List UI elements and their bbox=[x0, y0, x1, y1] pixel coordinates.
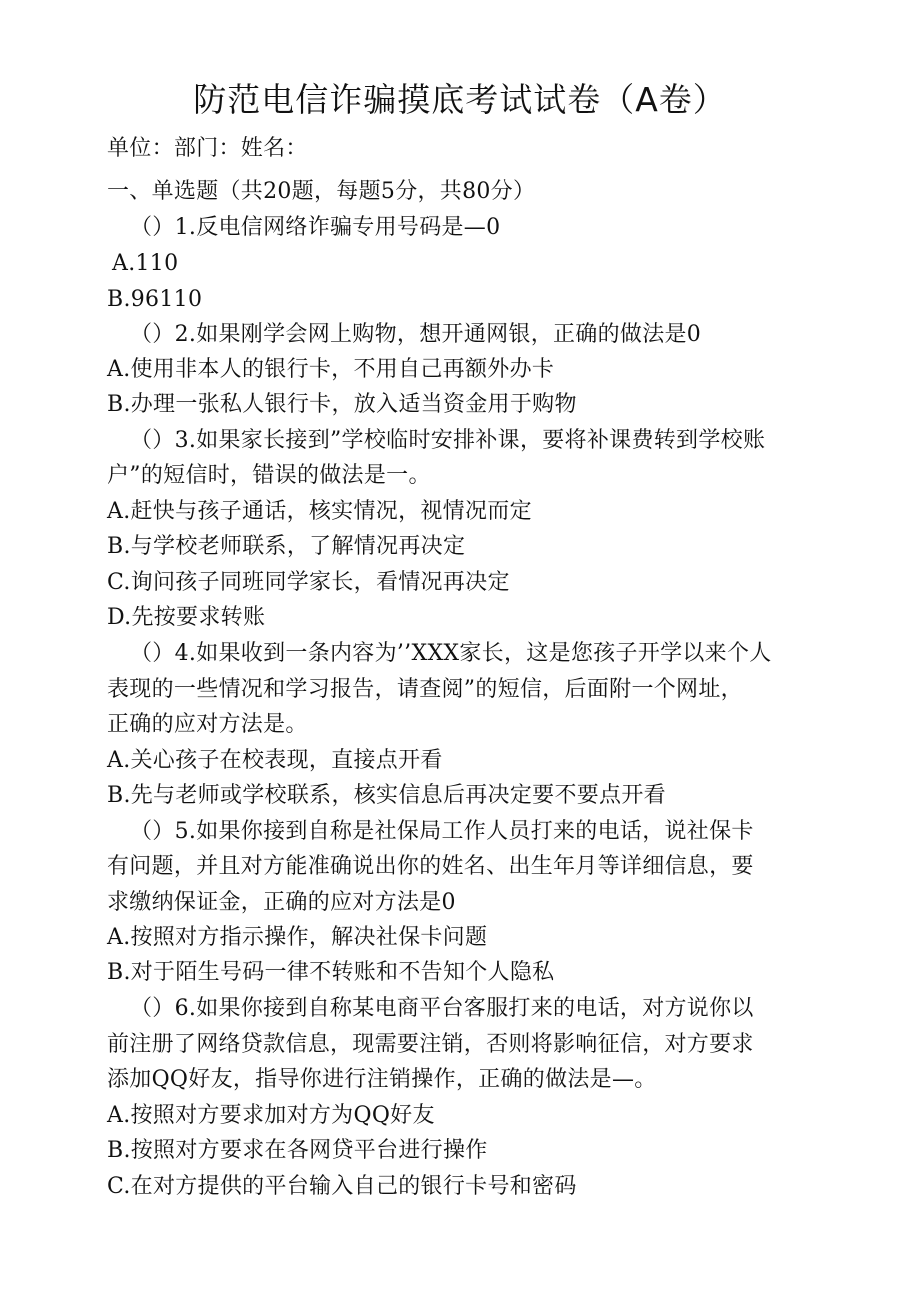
question-4-text-line-3: 正确的应对方法是。 bbox=[107, 712, 308, 737]
question-5-text-line-3: 求缴纳保证金，正确的应对方法是0 bbox=[107, 890, 456, 915]
question-6-text-line-1: （）6.如果你接到自称某电商平台客服打来的电话，对方说你以 bbox=[130, 996, 754, 1021]
question-3-text-line-2: 户”的短信时，错误的做法是一。 bbox=[107, 463, 431, 488]
section-heading: 一、单选题（共20题，每题5分，共80分） bbox=[107, 179, 536, 204]
question-3-option-a: A.赶快与孩子通话，核实情况，视情况而定 bbox=[107, 499, 532, 524]
question-4-option-b: B.先与老师或学校联系，核实信息后再决定要不要点开看 bbox=[107, 783, 666, 808]
header-fields: 单位：部门：姓名： bbox=[107, 136, 308, 161]
question-2-option-b: B.办理一张私人银行卡，放入适当资金用于购物 bbox=[107, 392, 577, 417]
question-5-option-a: A.按照对方指示操作，解决社保卡问题 bbox=[107, 925, 488, 950]
question-2-text: （）2.如果刚学会网上购物，想开通网银，正确的做法是0 bbox=[130, 322, 702, 347]
question-2-option-a: A.使用非本人的银行卡，不用自己再额外办卡 bbox=[107, 357, 555, 382]
page-title: 防范电信诈骗摸底考试试卷（A卷） bbox=[193, 80, 727, 119]
question-1-option-b: B.96110 bbox=[107, 287, 203, 312]
question-5-text-line-1: （）5.如果你接到自称是社保局工作人员打来的电话，说社保卡 bbox=[130, 819, 754, 844]
question-4-text-line-2: 表现的一些情况和学习报告，请查阅”的短信，后面附一个网址， bbox=[107, 677, 743, 702]
question-3-text-line-1: （）3.如果家长接到”学校临时安排补课，要将补课费转到学校账 bbox=[130, 428, 766, 453]
question-6-text-line-3: 添加QQ好友，指导你进行注销操作，正确的做法是—。 bbox=[107, 1067, 657, 1092]
question-6-option-a: A.按照对方要求加对方为QQ好友 bbox=[107, 1103, 435, 1128]
question-5-option-b: B.对于陌生号码一律不转账和不告知个人隐私 bbox=[107, 960, 555, 985]
question-3-option-d: D.先按要求转账 bbox=[107, 605, 266, 630]
question-3-option-c: C.询问孩子同班同学家长，看情况再决定 bbox=[107, 570, 510, 595]
question-5-text-line-2: 有问题，并且对方能准确说出你的姓名、出生年月等详细信息，要 bbox=[107, 854, 754, 879]
question-6-text-line-2: 前注册了网络贷款信息，现需要注销，否则将影响征信，对方要求 bbox=[107, 1032, 754, 1057]
question-6-option-c: C.在对方提供的平台输入自己的银行卡号和密码 bbox=[107, 1174, 577, 1199]
question-6-option-b: B.按照对方要求在各网贷平台进行操作 bbox=[107, 1138, 488, 1163]
question-1-text: （）1.反电信网络诈骗专用号码是—0 bbox=[130, 215, 501, 240]
question-4-text-line-1: （）4.如果收到一条内容为’’XXX家长，这是您孩子开学以来个人 bbox=[130, 641, 772, 666]
question-1-option-a: A.110 bbox=[112, 251, 179, 276]
question-3-option-b: B.与学校老师联系，了解情况再决定 bbox=[107, 534, 466, 559]
question-4-option-a: A.关心孩子在校表现，直接点开看 bbox=[107, 748, 443, 773]
